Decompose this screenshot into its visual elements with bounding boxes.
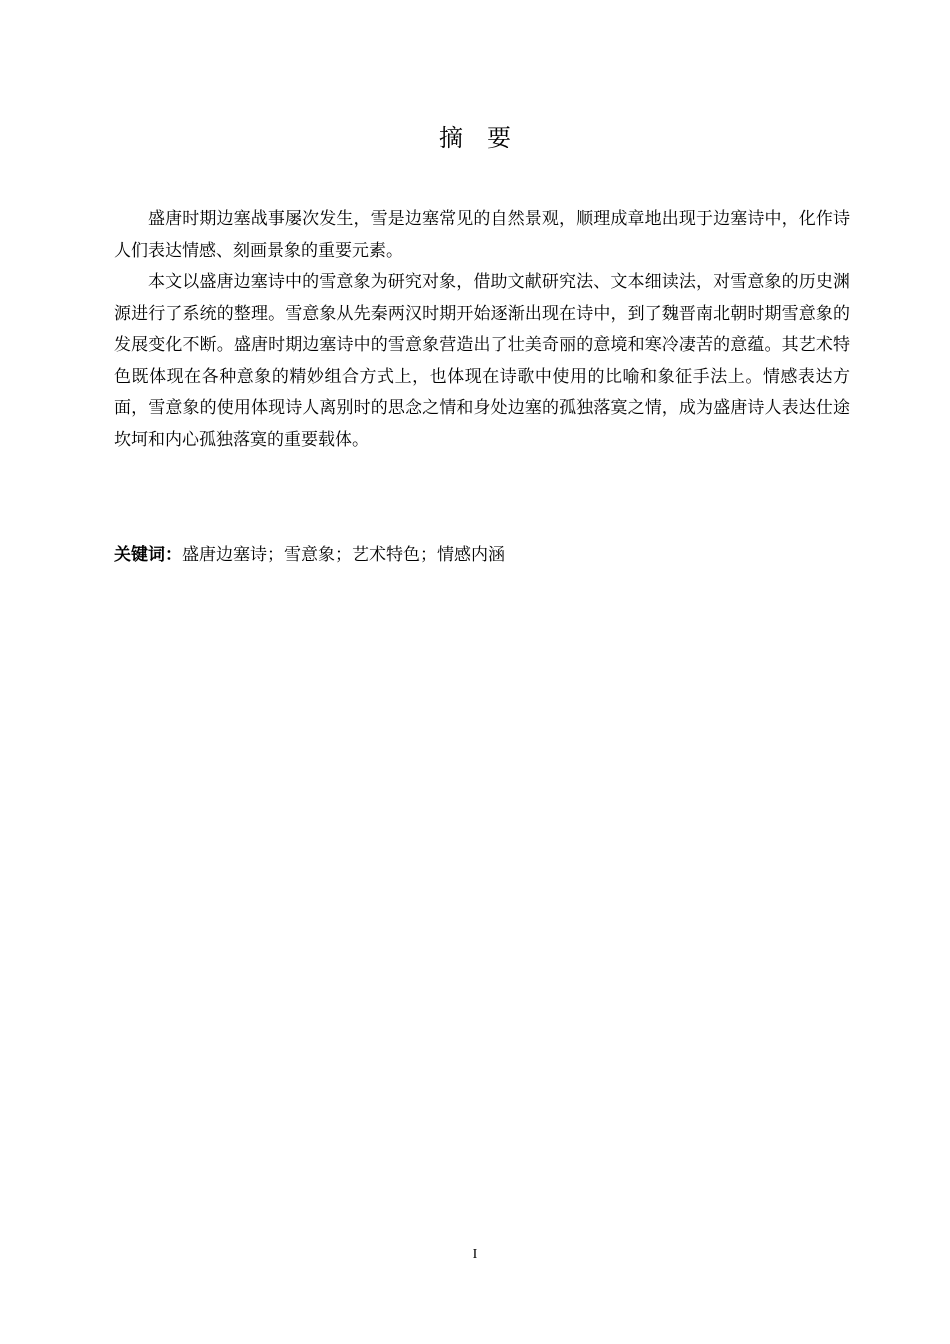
keywords-label: 关键词： (114, 545, 182, 565)
abstract-title: 摘要 (439, 124, 535, 152)
page-number: I (472, 1247, 478, 1262)
abstract-paragraph-1: 盛唐时期边塞战事屡次发生，雪是边塞常见的自然景观，顺理成章地出现于边塞诗中，化作诗人们表达情感、刻画景象的重要元素。 (114, 209, 850, 261)
keywords-line (114, 540, 850, 572)
abstract-body (114, 204, 850, 456)
abstract-paragraph-2: 本文以盛唐边塞诗中的雪意象为研究对象，借助文献研究法、文本细读法，对雪意象的历史渊源进行了系统的整理。雪意象从先秦两汉时期开始逐渐出现在诗中，到了魏晋南北朝时期雪意象的发展变化不断。盛唐时期边塞诗中的雪意象营造出了壮美奇丽的意境和寒冷凄苦的意蕴。其艺术特色既体现在各种意象的精妙组合方式上，也体现在诗歌中使用的比喻和象征手法上。情感表达方面，雪意象的使用体现诗人离别时的思念之情和身处边塞的孤独落寞之情，成为盛唐诗人表达仕途坎坷和内心孤独落寞的重要载体。 (114, 272, 850, 450)
keywords-text: 盛唐边塞诗；雪意象；艺术特色；情感内涵 (182, 545, 505, 565)
